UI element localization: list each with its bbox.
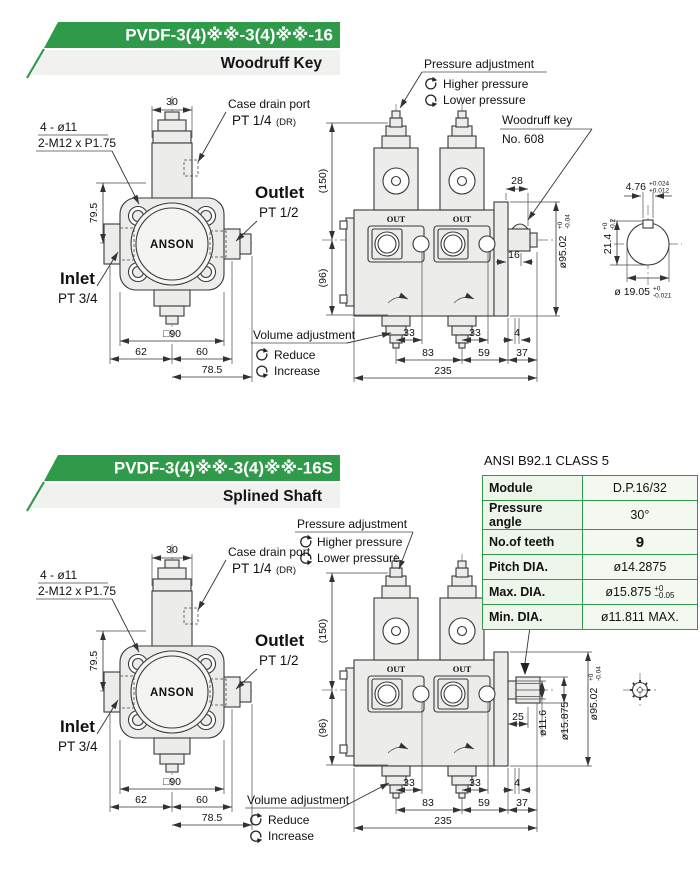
svg-text:+0: +0: [653, 285, 661, 293]
svg-text:25: 25: [512, 711, 524, 723]
svg-text:+0: +0: [602, 222, 609, 230]
row-label: No.of teeth: [483, 530, 583, 555]
model-banner: [27, 455, 340, 511]
svg-text:ø95.02: ø95.02: [557, 235, 569, 269]
svg-text:Lower pressure: Lower pressure: [317, 551, 400, 565]
row-label: Pitch DIA.: [483, 555, 583, 580]
row-label: Module: [483, 476, 583, 501]
svg-text:Woodruff key: Woodruff key: [502, 113, 573, 127]
svg-text:16: 16: [508, 249, 520, 261]
svg-text:ø 19.05: ø 19.05: [614, 286, 650, 298]
table-leader-arrow: [521, 627, 531, 675]
model-banner: [27, 22, 340, 78]
svg-text:Volume adjustment: Volume adjustment: [247, 793, 350, 807]
dimension-25: [508, 703, 528, 728]
svg-text:Volume adjustment: Volume adjustment: [253, 328, 356, 342]
keyway-detail-view: [602, 181, 682, 300]
spline-spec-table: [482, 475, 698, 630]
tolerance: +0 −0.05: [654, 584, 675, 601]
row-value: ø11.811 MAX.: [582, 605, 697, 630]
svg-text:ø11.6: ø11.6: [537, 709, 549, 737]
table-row: [483, 605, 698, 630]
svg-text:ø15.875: ø15.875: [559, 701, 571, 741]
row-value: 9: [582, 530, 697, 555]
svg-text:Higher pressure: Higher pressure: [443, 77, 529, 91]
svg-text:Higher pressure: Higher pressure: [317, 535, 403, 549]
svg-text:4.76: 4.76: [625, 181, 646, 193]
row-label: Max. DIA.: [483, 580, 583, 605]
svg-text:+0: +0: [557, 221, 564, 229]
variant-name: Woodruff Key: [220, 55, 322, 72]
svg-text:Increase: Increase: [274, 364, 321, 378]
table-row: [483, 555, 698, 580]
spline-spec-title: ANSI B92.1 CLASS 5: [484, 453, 610, 468]
table-row: [483, 501, 698, 530]
svg-text:+0: +0: [588, 673, 595, 681]
svg-text:Reduce: Reduce: [274, 348, 316, 362]
table-row: [483, 530, 698, 555]
svg-text:-0.04: -0.04: [564, 214, 572, 229]
row-value: ø15.875 +0 −0.05: [582, 580, 697, 605]
svg-text:Lower pressure: Lower pressure: [443, 93, 526, 107]
row-value: ø14.2875: [582, 555, 697, 580]
volume-adjustment-label: [251, 328, 391, 378]
svg-text:Reduce: Reduce: [268, 813, 310, 827]
pressure-adjustment-label: [295, 517, 413, 569]
row-value: 30°: [582, 501, 697, 530]
svg-text:ø95.02: ø95.02: [588, 687, 600, 721]
row-label: Pressure angle: [483, 501, 583, 530]
svg-text:Pressure adjustment: Pressure adjustment: [297, 517, 408, 531]
model-number: PVDF-3(4)※※-3(4)※※-16: [125, 25, 333, 45]
svg-text:No. 608: No. 608: [502, 132, 545, 146]
row-label: Min. DIA.: [483, 605, 583, 630]
woodruff-shaft: [508, 224, 537, 251]
svg-text:+0.024: +0.024: [649, 180, 670, 188]
svg-text:21.4: 21.4: [602, 233, 614, 255]
svg-text:+0.012: +0.012: [649, 187, 670, 195]
table-row: [483, 580, 698, 605]
table-row: [483, 476, 698, 501]
volume-adjustment-label: [245, 783, 389, 843]
svg-text:Pressure adjustment: Pressure adjustment: [424, 57, 535, 71]
model-number: PVDF-3(4)※※-3(4)※※-16S: [113, 458, 333, 478]
svg-text:-0.2: -0.2: [609, 218, 617, 230]
pressure-adjustment-label: [400, 57, 547, 108]
spline-end-view: [623, 673, 657, 707]
svg-text:28: 28: [511, 175, 523, 187]
woodruff-key-label: [500, 113, 592, 220]
svg-text:Increase: Increase: [268, 829, 315, 843]
dimension-28: [506, 175, 528, 226]
spline-spec-panel: [482, 451, 698, 630]
row-value: D.P.16/32: [582, 476, 697, 501]
svg-text:-0.04: -0.04: [595, 666, 603, 681]
svg-text:-0.021: -0.021: [653, 292, 672, 300]
variant-name: Splined Shaft: [222, 488, 322, 505]
